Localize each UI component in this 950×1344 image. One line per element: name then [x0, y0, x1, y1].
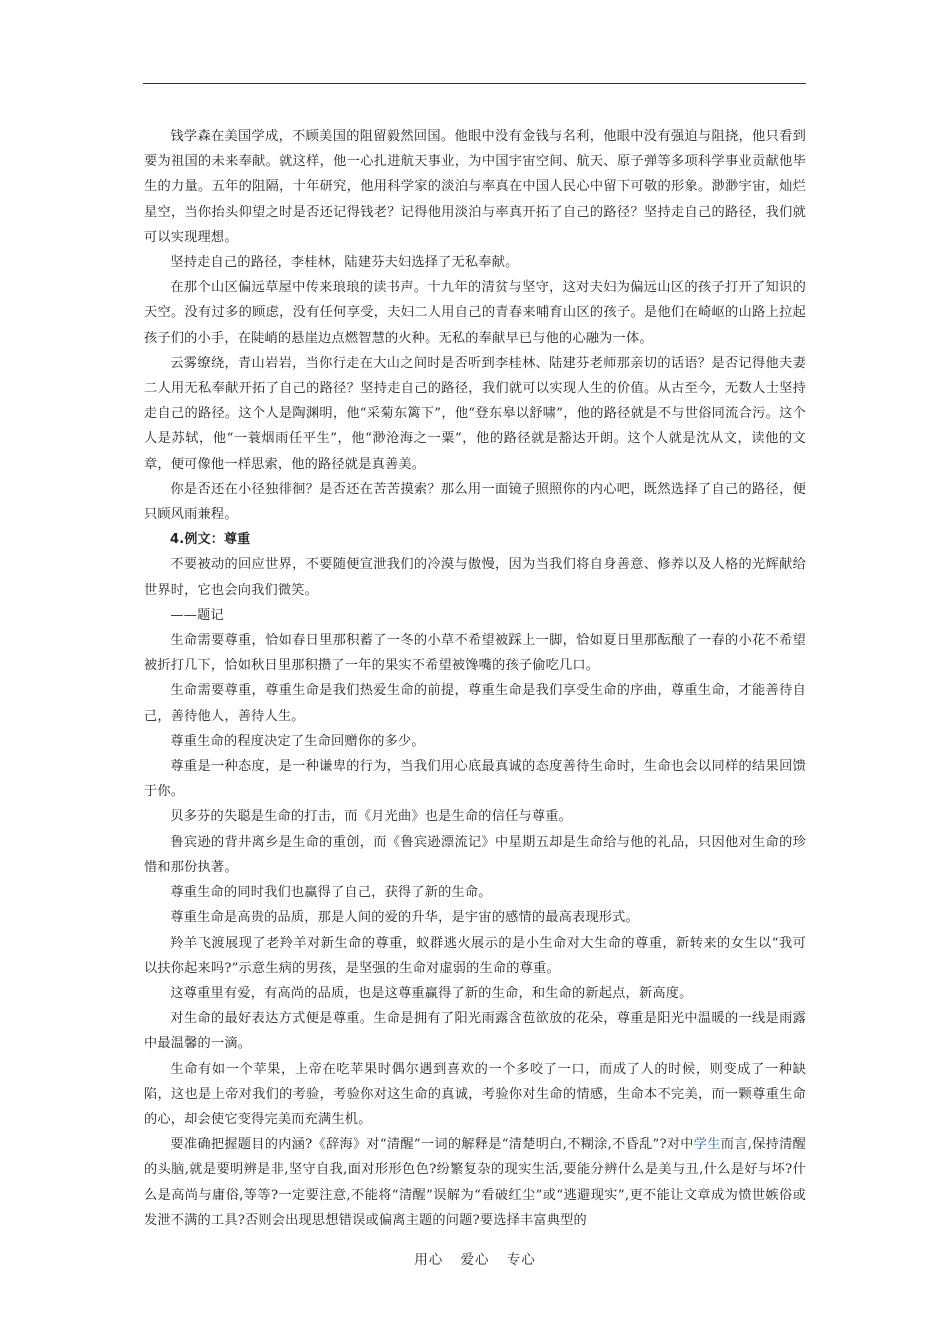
- paragraph-epigraph: 不要被动的回应世界，不要随便宣泄我们的冷漠与傲慢，因为当我们将自身善意、修养以及人格的光辉献给世界时，它也会向我们微笑。: [144, 557, 806, 598]
- paragraph-life-needs-respect-2: 生命需要尊重，尊重生命是我们热爱生命的前提，尊重生命是我们享受生命的序曲，尊重生命，才能善待自己，善待他人，善待人生。: [144, 683, 806, 724]
- paragraph-qian-xuesen: 钱学森在美国学成，不顾美国的阻留毅然回国。他眼中没有金钱与名利，他眼中没有强迫与阻挠，他只看到要为祖国的未来奉献。就这样，他一心扎进航天事业，为中国宇宙空间、航天、原子弹等多项科学事业贡献他毕生的力量。五年的阻隔，十年研究，他用科学家的淡泊与率真在中国人民心中留下可敬的形象。渺渺宇宙，灿烂星空，当你抬头仰望之时是否还记得钱老？记得他用淡泊与率真开拓了自己的路径？坚持走自己的路径，我们就可以实现理想。: [144, 129, 806, 245]
- paragraph-mirror: 你是否还在小径独徘徊？是否还在苦苦摸索？那么用一面镜子照照你的内心吧，既然选择了自己的路径，便只顾风雨兼程。: [144, 481, 806, 523]
- paragraph-li-guilin-intro: 坚持走自己的路径，李桂林，陆建芬夫妇选择了无私奉献。: [170, 255, 519, 271]
- paragraph-won-ourselves: 尊重生命的同时我们也赢得了自己，获得了新的生命。: [170, 885, 492, 901]
- paragraph-best-expression: 对生命的最好表达方式便是尊重。生命是拥有了阳光雨露含苞欲放的花朵，尊重是阳光中温暖的一线是雨露中最温馨的一滴。: [144, 1011, 806, 1052]
- header-rule: [143, 83, 806, 84]
- student-link[interactable]: 学生: [693, 1137, 721, 1153]
- paragraph-beethoven: 贝多芬的失聪是生命的打击，而《月光曲》也是生命的信任与尊重。: [170, 809, 573, 825]
- paragraph-sober-mind: [144, 1132, 806, 1233]
- paragraph-own-path: 云雾缭绕，青山岩岩，当你行走在大山之间时是否听到李桂林、陆建芬老师那亲切的话语？是否记得他夫妻二人用无私奉献开拓了自己的路径？坚持走自己的路径，我们就可以实现人生的价值。从古至今，无数人士坚持走自己的路径。这个人是陶渊明，他“采菊东篱下”，他“登东皋以舒啸”，他的路径就是不与世俗同流合污。这个人是苏轼，他“一蓑烟雨任平生”，他“渺沧海之一粟”，他的路径就是豁达开朗。这个人就是沈从文，读他的文章，便可像他一样思索，他的路径就是真善美。: [144, 355, 806, 472]
- paragraph-epigraph-label: ——题记: [170, 607, 224, 623]
- paragraph-life-needs-respect-1: 生命需要尊重，恰如春日里那积蓄了一冬的小草不希望被踩上一脚，恰如夏日里那酝酿了一春的小花不希望被折打几下，恰如秋日里那积攒了一年的果实不希望被馋嘴的孩子偷吃几口。: [144, 633, 806, 674]
- paragraph-antelope: 羚羊飞渡展现了老羚羊对新生命的尊重，蚁群逃火展示的是小生命对大生命的尊重，新转来的女生以“我可以扶你起来吗?”示意生病的男孩，是坚强的生命对虚弱的生命的尊重。: [144, 935, 806, 976]
- sober-mind-text-after: 而言,保持清醒的头脑,就是要明辨是非,坚守自我,面对形形色色?纷繁复杂的现实生活,要能分辨什么是美与丑,什么是好与坏?什么是高尚与庸俗,等等?一定要注意,不能将“清醒”误解为“看破红尘”或“逃避现实”,更不能让文章成为愤世嫉俗或发泄不满的工具?否则会出现思想错误或偏离主题的问题?要选择丰富典型的: [144, 1137, 807, 1228]
- paragraph-noble-quality: 尊重生命是高贵的品质，那是人间的爱的升华，是宇宙的感情的最高表现形式。: [170, 910, 639, 926]
- sober-mind-text-before: 要准确把握题目的内涵?《辞海》对“清醒”一词的解释是“清楚明白,不糊涂,不昏乱”?对中: [170, 1137, 694, 1153]
- page-footer: 用心 爱心 专心: [414, 1252, 536, 1268]
- paragraph-mountain-school: 在那个山区偏远草屋中传来琅琅的读书声。十九年的清贫与坚守，这对夫妇为偏远山区的孩子打开了知识的天空。没有过多的顾虑，没有任何享受，夫妇二人用自己的青春来哺育山区的孩子。是他们在崎岖的山路上拉起孩子们的小手，在陡峭的悬崖边点燃智慧的火种。无私的奉献早已与他的心融为一体。: [144, 280, 806, 346]
- paragraph-robinson: 鲁宾逊的背井离乡是生命的重创，而《鲁宾逊漂流记》中星期五却是生命给与他的礼品，只因他对生命的珍惜和那份执著。: [144, 834, 806, 875]
- paragraph-love-in-respect: 这尊重里有爱，有高尚的品质，也是这尊重赢得了新的生命，和生命的新起点，新高度。: [170, 985, 693, 1001]
- paragraph-apple: 生命有如一个苹果，上帝在吃苹果时偶尔遇到喜欢的一个多咬了一口，而成了人的时候，则变成了一种缺陷，这也是上帝对我们的考验，考验你对这生命的真诚，考验你对生命的情感，生命本不完美，而一颗尊重生命的心，却会使它变得完美而充满生机。: [144, 1061, 806, 1127]
- paragraph-respect-attitude: 尊重是一种态度，是一种谦卑的行为，当我们用心底最真诚的态度善待生命时，生命也会以同样的结果回馈于你。: [144, 759, 806, 800]
- section-heading-respect: 4.例文：尊重: [170, 532, 251, 548]
- document-body: [144, 124, 806, 1233]
- paragraph-degree-of-respect: 尊重生命的程度决定了生命回赠你的多少。: [170, 733, 425, 749]
